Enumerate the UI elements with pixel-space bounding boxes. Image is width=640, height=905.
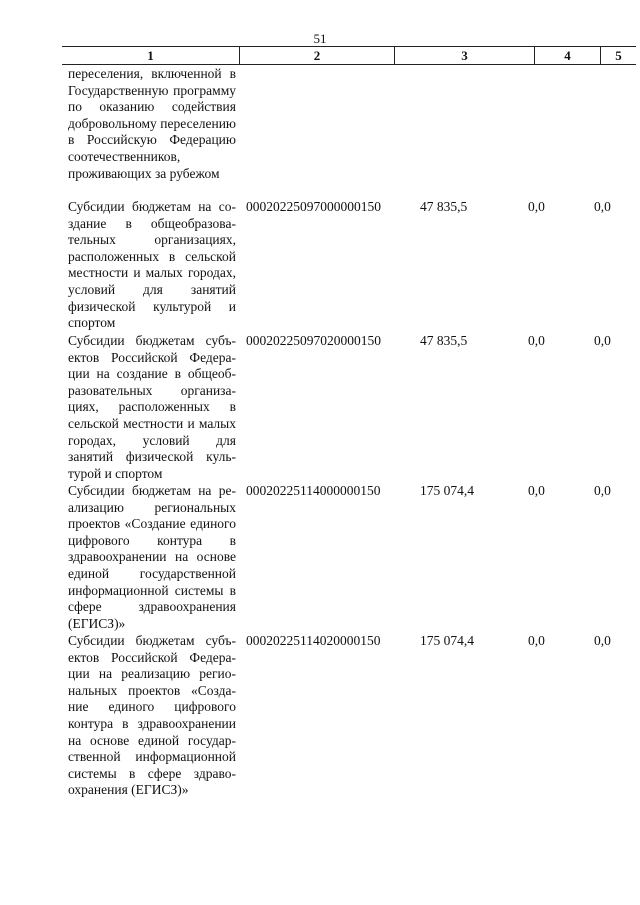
row-name: Субсидии бюджетам субъектов Российской Федерации на реализацию региональных проектов «Создание единого цифрового контура в здравоохранении на основе единой государственной информационной системы в сфере здравоохранения (ЕГИСЗ)» [68, 633, 236, 798]
row-name: Субсидии бюджетам на реализацию региональных проектов «Создание единого цифрового контура в здравоохранении на основе единой государственной информационной системы в сфере здравоохранения (ЕГИСЗ)» [68, 483, 236, 631]
row-amount: 175 074,4 [420, 483, 474, 498]
row-name: Субсидии бюджетам на создание в общеобразовательных организациях, расположенных в сельской местности и малых городах, условий для занятий физической культурой и спортом [68, 199, 236, 331]
row-col4: 0,0 [528, 483, 545, 498]
row-col5: 0,0 [594, 199, 611, 214]
column-header-1: 1 [62, 47, 240, 64]
row-amount: 175 074,4 [420, 633, 474, 648]
row-col5: 0,0 [594, 483, 611, 498]
row-code: 00020225114020000150 [246, 633, 381, 648]
row-code: 00020225114000000150 [246, 483, 381, 498]
column-header-4: 4 [535, 47, 601, 64]
row-col5: 0,0 [594, 633, 611, 648]
page-number: 51 [313, 31, 327, 46]
row-col4: 0,0 [528, 633, 545, 648]
row-amount: 47 835,5 [420, 199, 468, 214]
row-col4: 0,0 [528, 199, 545, 214]
row-code: 00020225097000000150 [246, 199, 381, 214]
continued-row-text: переселения, включенной в Государственную программу по оказанию содействия добровольному переселению в Российскую Федерацию соотечественников, проживающих за рубежом [68, 66, 236, 181]
row-col5: 0,0 [594, 333, 611, 348]
table-header-row [62, 46, 636, 65]
row-col4: 0,0 [528, 333, 545, 348]
row-amount: 47 835,5 [420, 333, 468, 348]
row-code: 00020225097020000150 [246, 333, 381, 348]
column-header-5: 5 [615, 48, 622, 63]
row-name: Субсидии бюджетам субъектов Российской Федерации на создание в общеобразовательных организациях, расположенных в сельской местности и малых городах, условий для занятий физической культурой и спортом [68, 333, 236, 481]
column-header-3: 3 [395, 47, 535, 64]
column-header-2: 2 [240, 47, 395, 64]
